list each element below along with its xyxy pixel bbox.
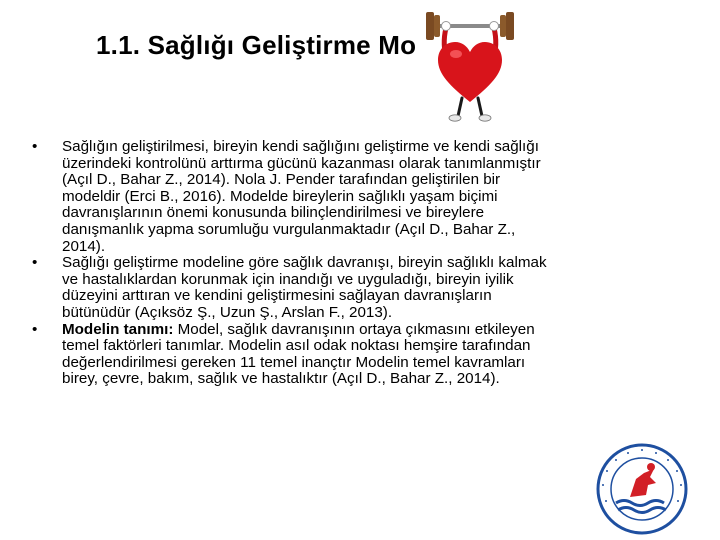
bullet-item <box>28 139 548 255</box>
university-seal-icon <box>596 443 688 535</box>
bullet-dot: • <box>32 138 38 155</box>
bullet-text: Sağlığı geliştirme modeline göre sağlık davranışı, bireyin sağlıklı kalmak ve hastalıklardan korunmak için inandığı ve uyguladığı, bireyin iyilik düzeyini arttıran ve kendini geliştirmesini sağlayan davranışların bütünüdür (Açıksöz Ş., Uzun Ş., Arslan F., 2013). <box>62 254 547 321</box>
bullet-text: Sağlığın geliştirilmesi, bireyin kendi sağlığını geliştirme ve kendi sağlığı üzerindeki kontrolünü arttırma gücünü kazanması olarak tanımlanmıştır (Açıl D., Bahar Z., 2014). Nola J. Pender tarafından geliştirilen bir modeldir (Erci B., 2016). Modelde bireylerin sağlıklı yaşam biçimi davranışlarının önemi konusunda bilinçlendirilmesi ve bireylere danışmanlık yapma sorumluğu vurgulanmaktadır (Açıl D., Bahar Z., 2014). <box>62 138 541 255</box>
bullet-text: Model, sağlık davranışının ortaya çıkmasını etkileyen temel faktörleri tanımlar. Modelin asıl odak noktası hemşire tarafından değerlendirilmesi gereken 11 temel inançtır Modelin temel kavramları birey, çevre, bakım, sağlık ve hastalıktır (Açıl D., Bahar Z., 2014). <box>62 320 535 388</box>
bullet-bold: Modelin tanımı: <box>62 320 174 338</box>
bullet-dot: • <box>32 320 38 338</box>
bullet-item <box>28 322 548 388</box>
bullet-list <box>28 139 548 388</box>
bullet-item <box>28 255 548 321</box>
bullet-dot: • <box>32 254 38 272</box>
slide-title: 1.1. Sağlığı Geliştirme Mo <box>96 30 417 60</box>
heart-lifting-barbell-icon <box>420 6 520 124</box>
